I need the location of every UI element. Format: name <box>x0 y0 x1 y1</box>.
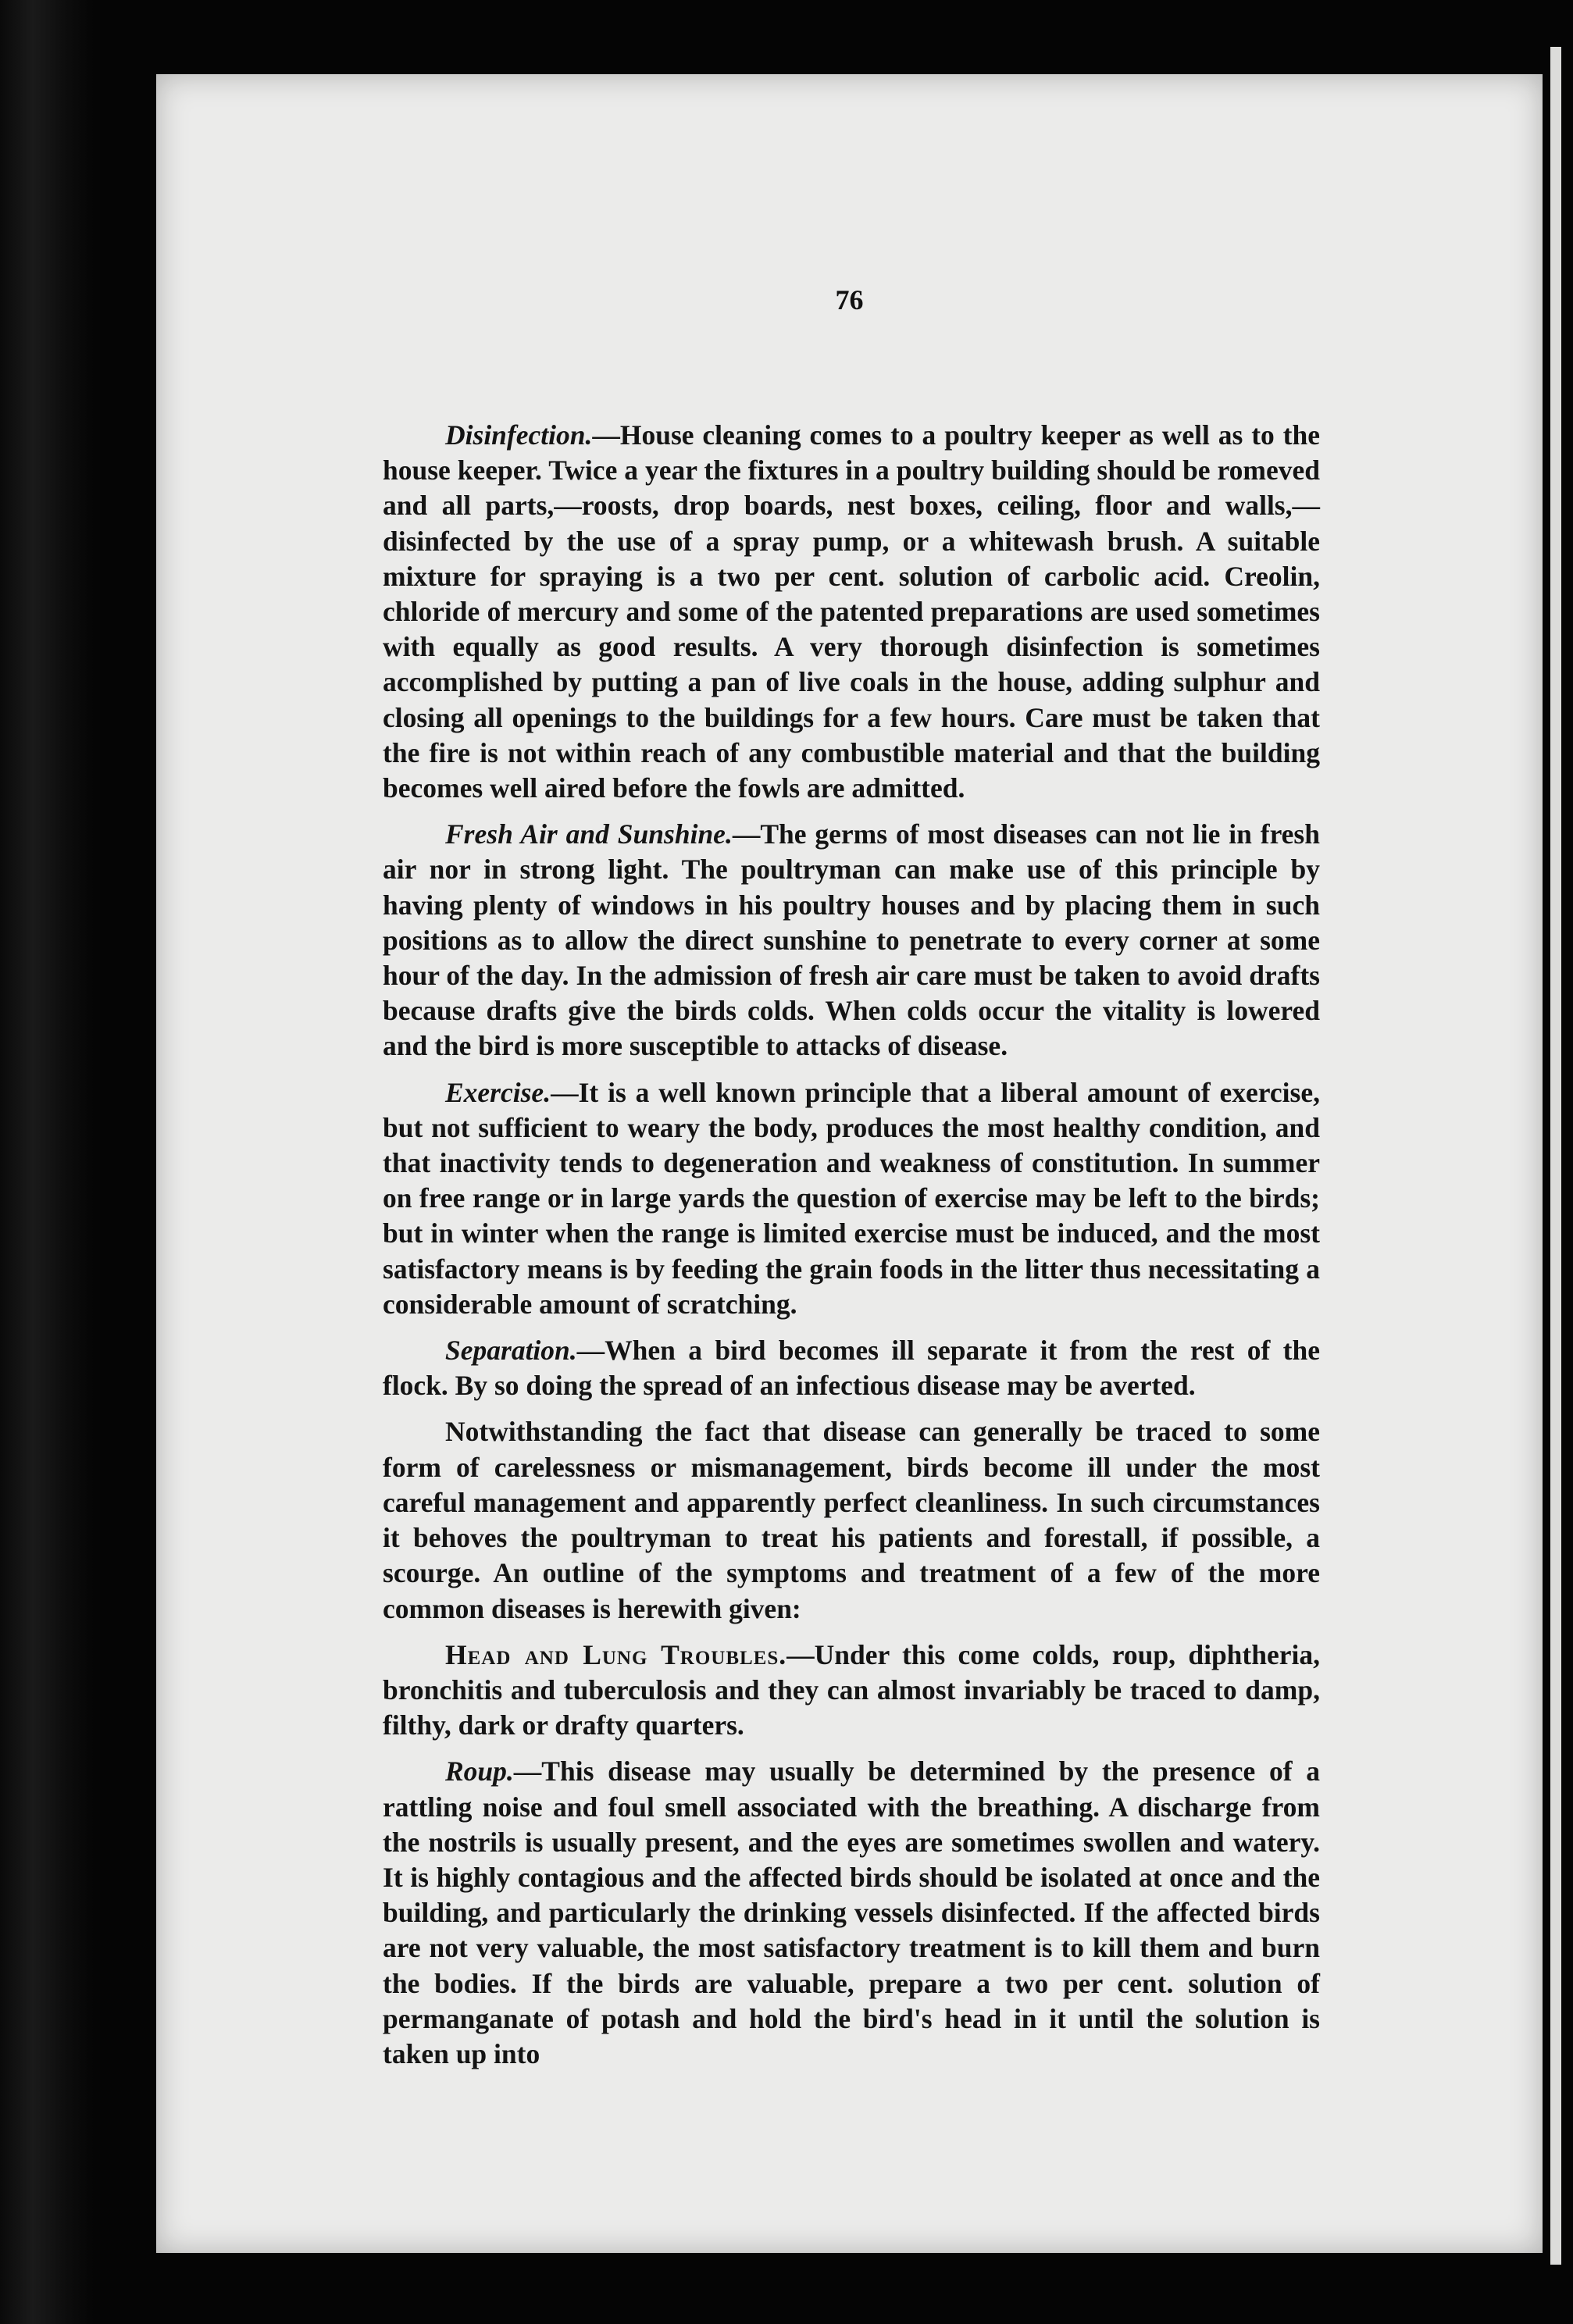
paragraph-head-lung <box>383 1638 1320 1744</box>
page-body-text <box>383 418 1320 2083</box>
paragraph-text: —House cleaning comes to a poultry keeper as well as to the house keeper. Twice a year the fixtures in a poultry building should be romeved and all parts,—roosts, drop boards, nest boxes, ceiling, floor and walls,—disinfected by the use of a spray pump, or a whitewash brush. A suitable mixture for spraying is a two per cent. solution of carbolic acid. Creolin, chloride of mercury and some of the patented preparations are used sometimes with equally as good results. A very thorough disinfection is sometimes accomplished by putting a pan of live coals in the house, adding sulphur and closing all openings to the buildings for a few hours. Care must be taken that the fire is not within reach of any combustible material and that the building becomes well aired before the fowls are admitted. <box>383 419 1320 804</box>
book-binding-edge <box>0 0 94 2324</box>
paragraph-separation <box>383 1333 1320 1403</box>
run-in-heading: Disinfection. <box>445 419 593 451</box>
paragraph-text: —It is a well known principle that a liberal amount of exercise, but not sufficient to weary the body, produces the most healthy condition, and that inactivity tends to degeneration and weakness of constitution. In summer on free range or in large yards the question of exercise may be left to the birds; but in winter when the range is limited exercise must be induced, and the most satisfactory means is by feeding the grain foods in the litter thus necessitating a considerable amount of scratching. <box>383 1076 1320 1320</box>
page-number: 76 <box>835 284 864 315</box>
section-heading: Head and Lung Troubles. <box>445 1638 787 1670</box>
paragraph-text: Notwithstanding the fact that disease can generally be traced to some form of carelessness or mismanagement, birds become ill under the most careful management and apparently perfect cleanliness. In such circumstances it behoves the poultryman to treat his patients and forestall, if possible, a scourge. An outline of the symptoms and treatment of a few of the more common diseases is herewith given: <box>383 1416 1320 1624</box>
paragraph-text: —When a bird becomes ill separate it from the rest of the flock. By so doing the spread of an infectious disease may be averted. <box>383 1335 1320 1402</box>
paragraph-disinfection <box>383 418 1320 806</box>
paragraph-text: —The germs of most diseases can not lie in fresh air nor in strong light. The poultryman can make use of this principle by having plenty of windows in his poultry houses and by placing them in such positions as to allow the direct sunshine to penetrate to every corner at some hour of the day. In the admission of fresh air care must be taken to avoid drafts because drafts give the birds colds. When colds occur the vitality is lowered and the bird is more susceptible to attacks of disease. <box>383 818 1320 1062</box>
paragraph-fresh-air <box>383 817 1320 1064</box>
run-in-heading: Separation. <box>445 1335 577 1367</box>
paragraph-exercise <box>383 1075 1320 1322</box>
paragraph-text: —Under this come colds, roup, diphtheria, bronchitis and tuberculosis and they can almost invariably be traced to damp, filthy, dark or drafty quarters. <box>383 1638 1320 1741</box>
adjacent-page-edge <box>1550 47 1561 2265</box>
run-in-heading: Roup. <box>445 1755 514 1788</box>
book-page <box>156 74 1543 2253</box>
run-in-heading: Exercise. <box>445 1076 551 1108</box>
paragraph-roup <box>383 1754 1320 2072</box>
paragraph-notwithstanding <box>383 1414 1320 1626</box>
paragraph-text: —This disease may usually be determined by the presence of a rattling noise and foul smell associated with the breathing. A discharge from the nostrils is usually present, and the eyes are sometimes swollen and watery. It is highly contagious and the affected birds should be isolated at once and the building, and particularly the drinking vessels disinfected. If the affected birds are not very valuable, the most satisfactory treatment is to kill them and burn the bodies. If the birds are valuable, prepare a two per cent. solution of permanganate of potash and hold the bird's head in it until the solution is taken up into <box>383 1755 1320 2069</box>
run-in-heading: Fresh Air and Sunshine. <box>445 818 733 850</box>
